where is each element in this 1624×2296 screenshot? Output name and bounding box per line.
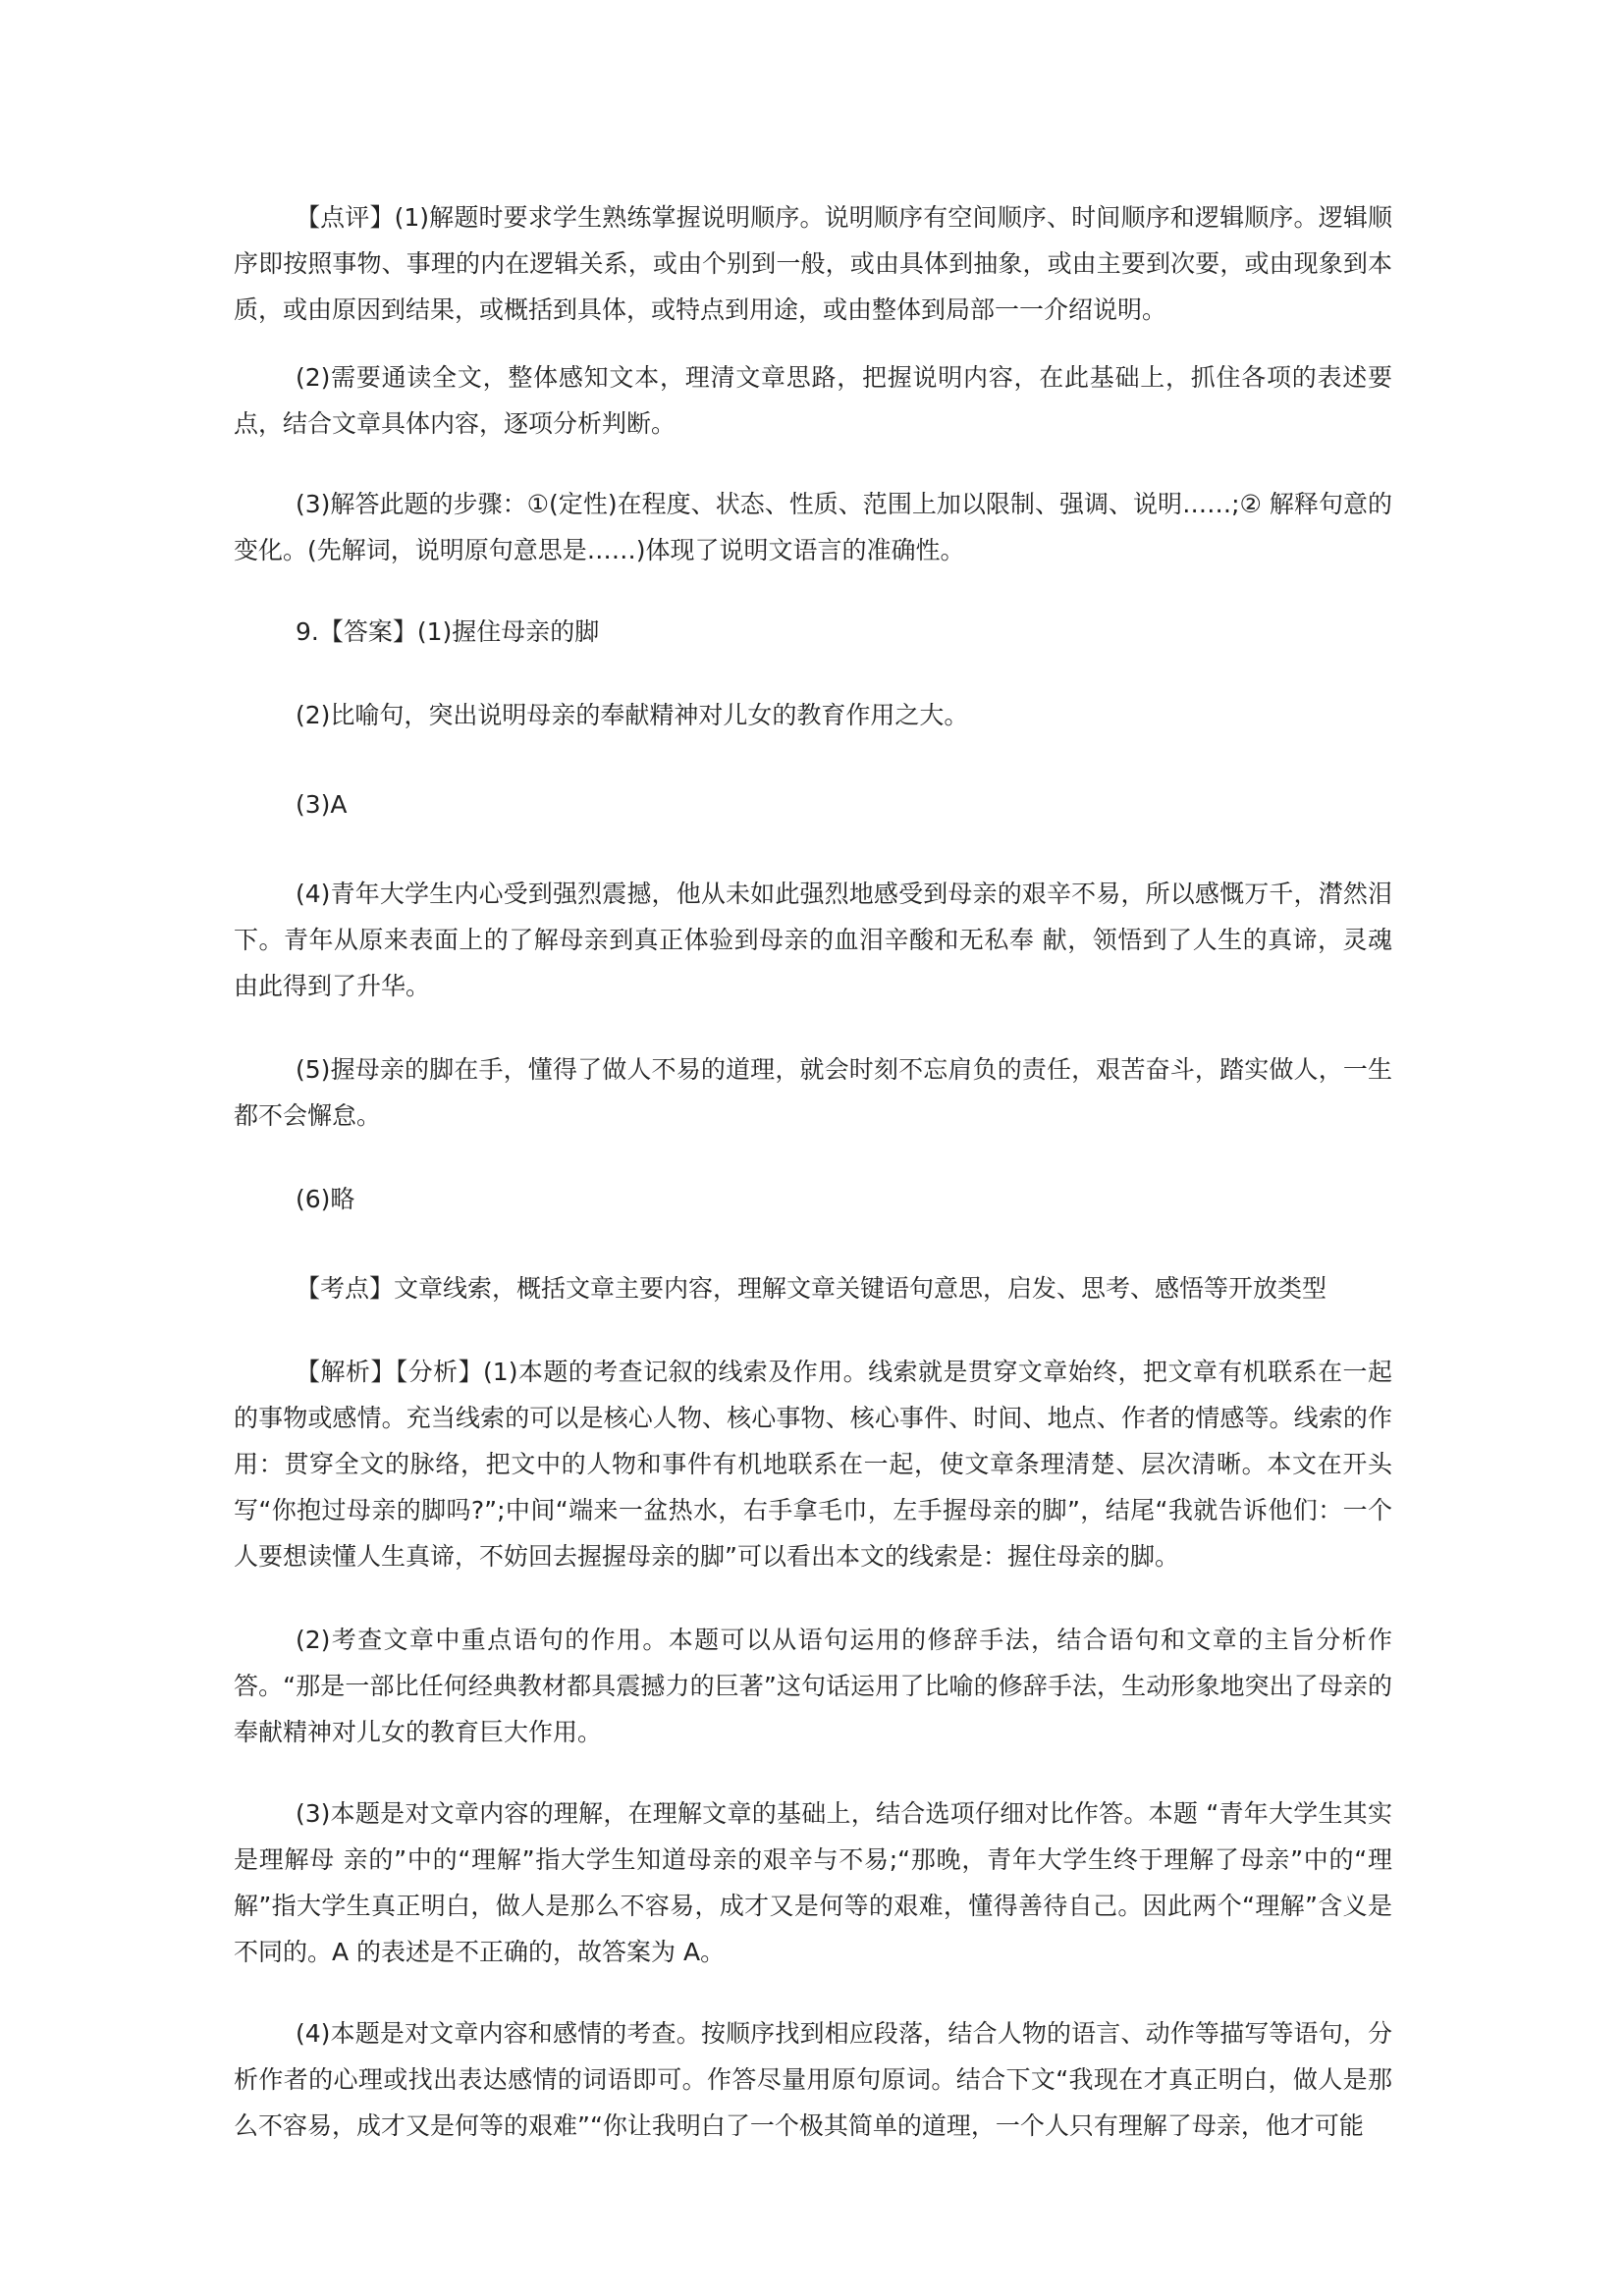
answer-heading: 9.【答案】(1)握住母亲的脚 [296, 617, 600, 646]
comment-point-3: (3)解答此题的步骤：①(定性)在程度、状态、性质、范围上加以限制、强调、说明……;② 解释句意的变化。(先解词，说明原句意思是……)体现了说明文语言的准确性。 [234, 490, 1392, 564]
comment-point-2: (2)需要通读全文，整体感知文本，理清文章思路，把握说明内容，在此基础上，抓住各项的表述要点，结合文章具体内容，逐项分析判断。 [234, 363, 1392, 438]
exam-points: 【考点】文章线索，概括文章主要内容，理解文章关键语句意思，启发、思考、感悟等开放类型 [296, 1274, 1327, 1303]
answer-5: (5)握母亲的脚在手，懂得了做人不易的道理，就会时刻不忘肩负的责任，艰苦奋斗，踏实做人，一生都不会懈怠。 [234, 1055, 1392, 1130]
answer-3: (3)A [296, 790, 348, 819]
comment-paragraph: 【点评】(1)解题时要求学生熟练掌握说明顺序。说明顺序有空间顺序、时间顺序和逻辑顺序。逻辑顺序即按照事物、事理的内在逻辑关系，或由个别到一般，或由具体到抽象，或由主要到次要，或由现象到本质，或由原因到结果，或概括到具体，或特点到用途，或由整体到局部一一介绍说明。 [234, 203, 1392, 324]
document-body [234, 194, 1392, 2149]
analysis-4: (4)本题是对文章内容和感情的考查。按顺序找到相应段落，结合人物的语言、动作等描写等语句，分析作者的心理或找出表达感情的词语即可。作答尽量用原句原词。结合下文“我现在才真正明白，做人是那么不容易，成才又是何等的艰难”“你让我明白了一个极其简单的道理，一个人只有理解了母亲，他才可能 [234, 2019, 1392, 2140]
analysis-1: 【解析】【分析】(1)本题的考查记叙的线索及作用。线索就是贯穿文章始终，把文章有机联系在一起的事物或感情。充当线索的可以是核心人物、核心事物、核心事件、时间、地点、作者的情感等。线索的作用：贯穿全文的脉络，把文中的人物和事件有机地联系在一起，使文章条理清楚、层次清晰。本文在开头写“你抱过母亲的脚吗?”;中间“端来一盆热水，右手拿毛巾，左手握母亲的脚”，结尾“我就告诉他们：一个人要想读懂人生真谛，不妨回去握握母亲的脚”可以看出本文的线索是：握住母亲的脚。 [234, 1358, 1392, 1571]
analysis-2: (2)考查文章中重点语句的作用。本题可以从语句运用的修辞手法，结合语句和文章的主旨分析作答。“那是一部比任何经典教材都具震撼力的巨著”这句话运用了比喻的修辞手法，生动形象地突出了母亲的奉献精神对儿女的教育巨大作用。 [234, 1626, 1392, 1746]
analysis-3: (3)本题是对文章内容的理解，在理解文章的基础上，结合选项仔细对比作答。本题 “青年大学生其实是理解母 亲的”中的“理解”指大学生知道母亲的艰辛与不易;“那晚，青年大学生终于理解了母亲”中的“理解”指大学生真正明白，做人是那么不容易，成才又是何等的艰难，懂得善待自己。因此两个“理解”含义是不同的。A 的表述是不正确的，故答案为 A。 [234, 1799, 1392, 1966]
answer-6: (6)略 [296, 1185, 355, 1213]
answer-2: (2)比喻句，突出说明母亲的奉献精神对儿女的教育作用之大。 [296, 701, 969, 729]
answer-4: (4)青年大学生内心受到强烈震撼，他从未如此强烈地感受到母亲的艰辛不易，所以感慨万千，潸然泪下。青年从原来表面上的了解母亲到真正体验到母亲的血泪辛酸和无私奉 献，领悟到了人生的真谛，灵魂由此得到了升华。 [234, 880, 1392, 1000]
